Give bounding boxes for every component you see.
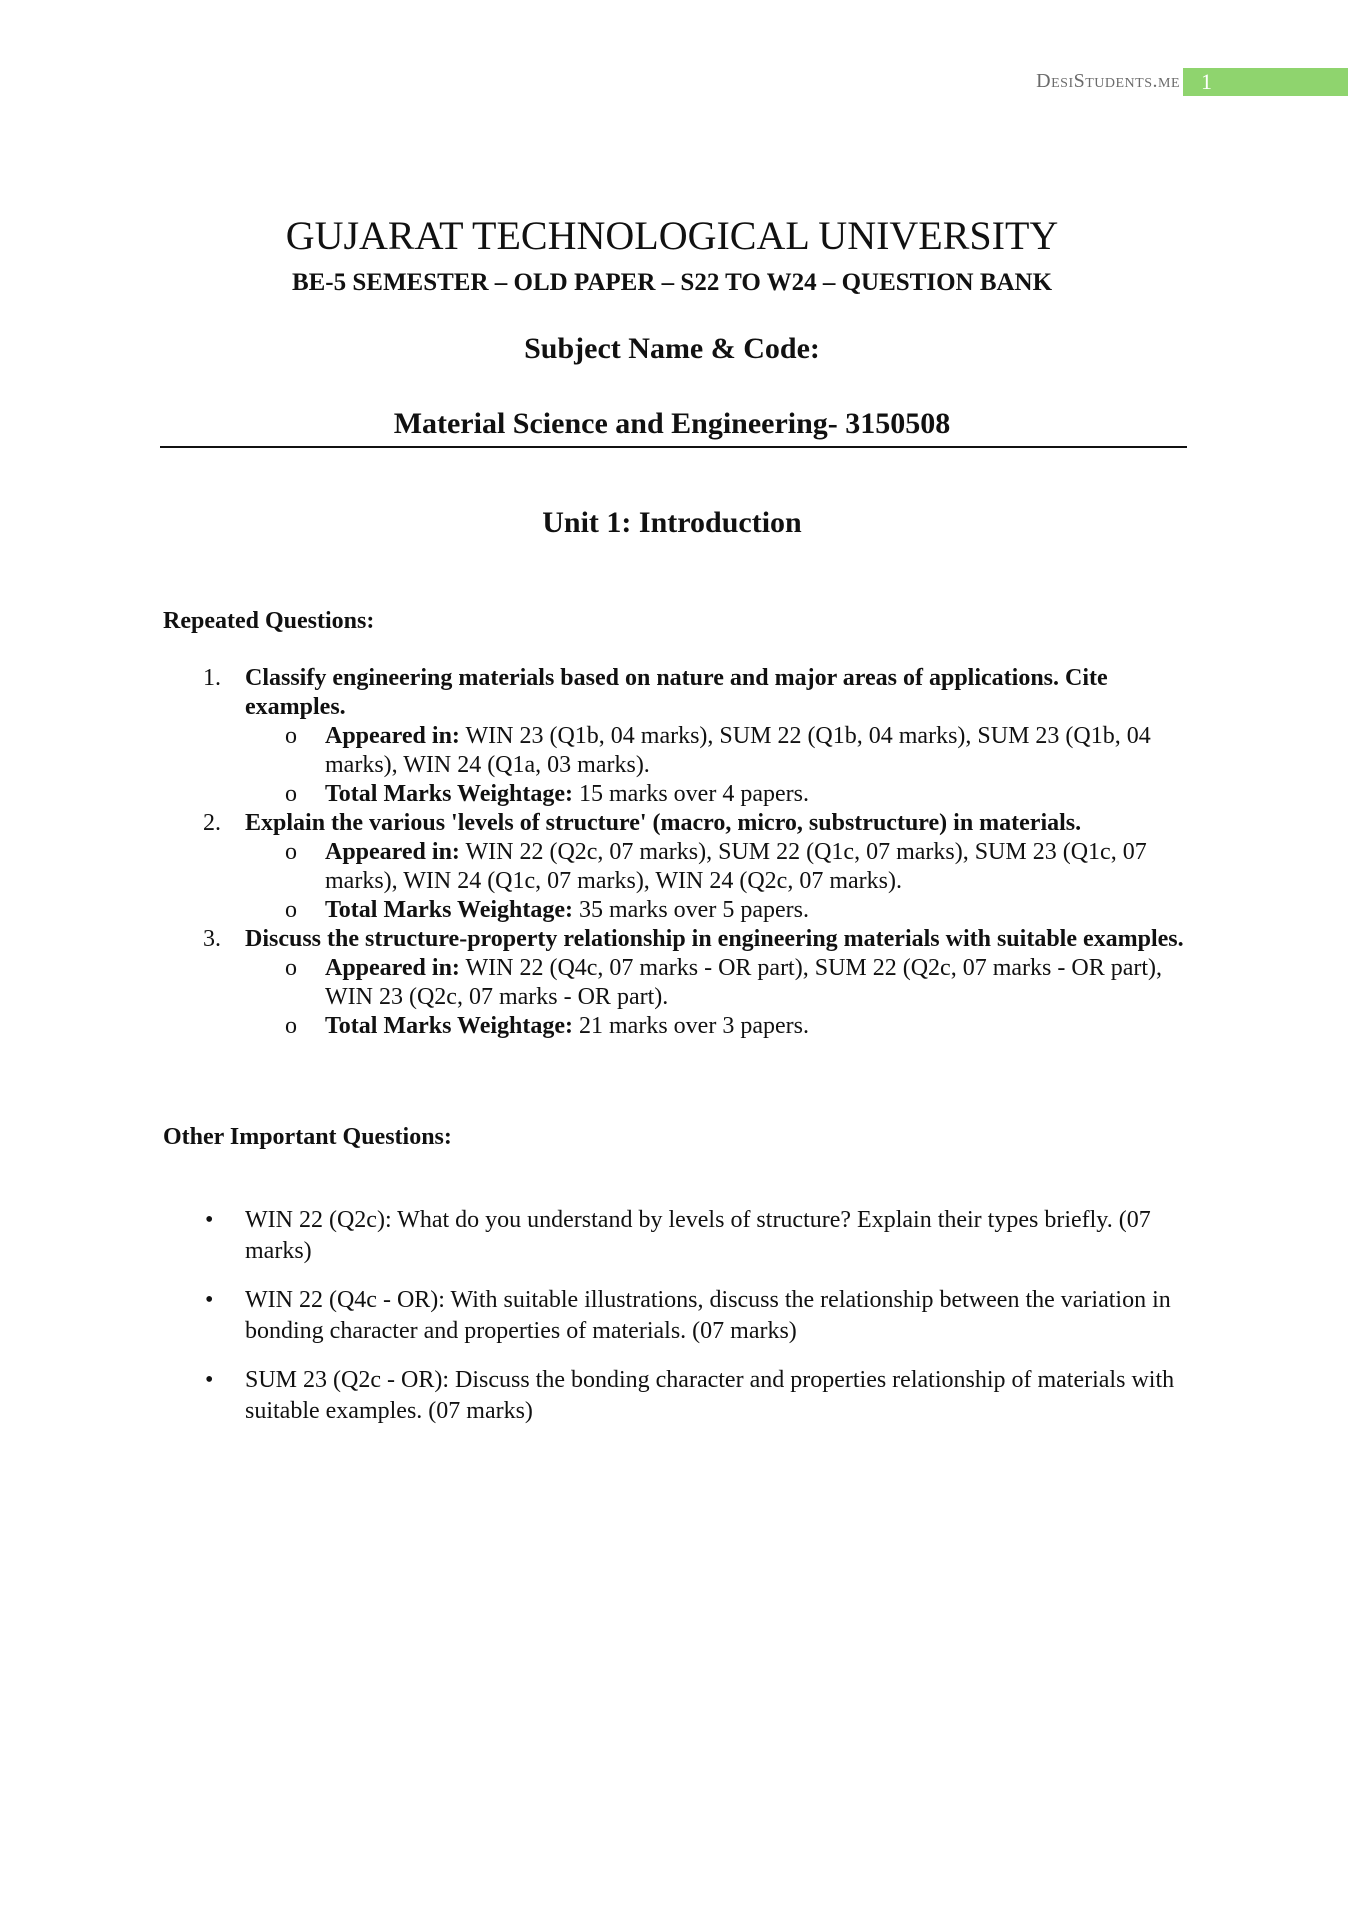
list-item bbox=[163, 1205, 1193, 1267]
other-questions-heading: Other Important Questions: bbox=[163, 1124, 452, 1150]
weightage-value: 15 marks over 4 papers. bbox=[573, 781, 809, 807]
appeared-in-label: Appeared in: bbox=[325, 839, 460, 865]
other-question-text: WIN 22 (Q2c): What do you understand by levels of structure? Explain their types briefly. (07 marks) bbox=[245, 1207, 1151, 1264]
appeared-in-item bbox=[245, 838, 1193, 896]
bullet-marker: • bbox=[205, 1207, 214, 1233]
question-item bbox=[163, 925, 1193, 1041]
question-number: 2. bbox=[203, 810, 221, 836]
appeared-in-item bbox=[245, 954, 1193, 1012]
question-details bbox=[245, 722, 1193, 809]
question-item bbox=[163, 664, 1193, 809]
other-question-text: SUM 23 (Q2c - OR): Discuss the bonding character and properties relationship of materials with suitable examples. (07 marks) bbox=[245, 1367, 1175, 1424]
question-text: Explain the various 'levels of structure' (macro, micro, substructure) in materials. bbox=[245, 810, 1082, 836]
list-marker: o bbox=[285, 1013, 297, 1039]
unit-title: Unit 1: Introduction bbox=[542, 506, 802, 539]
list-marker: o bbox=[285, 839, 297, 865]
page-number-badge bbox=[1183, 68, 1348, 96]
weightage-label: Total Marks Weightage: bbox=[325, 897, 574, 923]
question-number: 3. bbox=[203, 926, 221, 952]
other-question-text: WIN 22 (Q4c - OR): With suitable illustrations, discuss the relationship between the variation in bonding character and properties of materials. (07 marks) bbox=[245, 1287, 1171, 1344]
appeared-in-value: WIN 22 (Q2c, 07 marks), SUM 22 (Q1c, 07 marks), SUM 23 (Q1c, 07 marks), WIN 24 (Q1c, 07 marks), WIN 24 (Q2c, 07 marks). bbox=[325, 839, 1147, 894]
question-details bbox=[245, 954, 1193, 1041]
appeared-in-value: WIN 22 (Q4c, 07 marks - OR part), SUM 22 (Q2c, 07 marks - OR part), WIN 23 (Q2c, 07 marks - OR part). bbox=[325, 955, 1162, 1010]
appeared-in-value: WIN 23 (Q1b, 04 marks), SUM 22 (Q1b, 04 marks), SUM 23 (Q1b, 04 marks), WIN 24 (Q1a, 03 marks). bbox=[325, 723, 1151, 778]
list-item bbox=[163, 1365, 1193, 1427]
repeated-questions-heading: Repeated Questions: bbox=[163, 608, 375, 634]
bullet-marker: • bbox=[205, 1367, 214, 1393]
site-name: DesiStudents.me bbox=[1036, 70, 1180, 92]
appeared-in-label: Appeared in: bbox=[325, 955, 460, 981]
question-text: Classify engineering materials based on nature and major areas of applications. Cite examples. bbox=[245, 665, 1108, 720]
list-marker: o bbox=[285, 955, 297, 981]
weightage-item bbox=[245, 780, 1193, 809]
weightage-item bbox=[245, 896, 1193, 925]
university-title: GUJARAT TECHNOLOGICAL UNIVERSITY bbox=[285, 213, 1059, 258]
weightage-item bbox=[245, 1012, 1193, 1041]
bullet-marker: • bbox=[205, 1287, 214, 1313]
question-details bbox=[245, 838, 1193, 925]
paper-subtitle: BE-5 SEMESTER – OLD PAPER – S22 TO W24 – QUESTION BANK bbox=[291, 269, 1053, 296]
question-item bbox=[163, 809, 1193, 925]
weightage-label: Total Marks Weightage: bbox=[325, 1013, 574, 1039]
list-marker: o bbox=[285, 723, 297, 749]
other-questions-list bbox=[163, 1205, 1193, 1445]
list-item bbox=[163, 1285, 1193, 1347]
appeared-in-item bbox=[245, 722, 1193, 780]
page-number: 1 bbox=[1201, 69, 1212, 94]
weightage-value: 35 marks over 5 papers. bbox=[573, 897, 809, 923]
appeared-in-label: Appeared in: bbox=[325, 723, 460, 749]
question-number: 1. bbox=[203, 665, 221, 691]
weightage-value: 21 marks over 3 papers. bbox=[573, 1013, 809, 1039]
list-marker: o bbox=[285, 897, 297, 923]
list-marker: o bbox=[285, 781, 297, 807]
subject-label: Subject Name & Code: bbox=[524, 332, 820, 365]
question-text: Discuss the structure-property relationship in engineering materials with suitable examples. bbox=[245, 926, 1184, 952]
subject-name: Material Science and Engineering- 3150508 bbox=[393, 407, 951, 440]
repeated-questions-list bbox=[163, 664, 1193, 1041]
weightage-label: Total Marks Weightage: bbox=[325, 781, 574, 807]
title-divider bbox=[160, 446, 1187, 448]
